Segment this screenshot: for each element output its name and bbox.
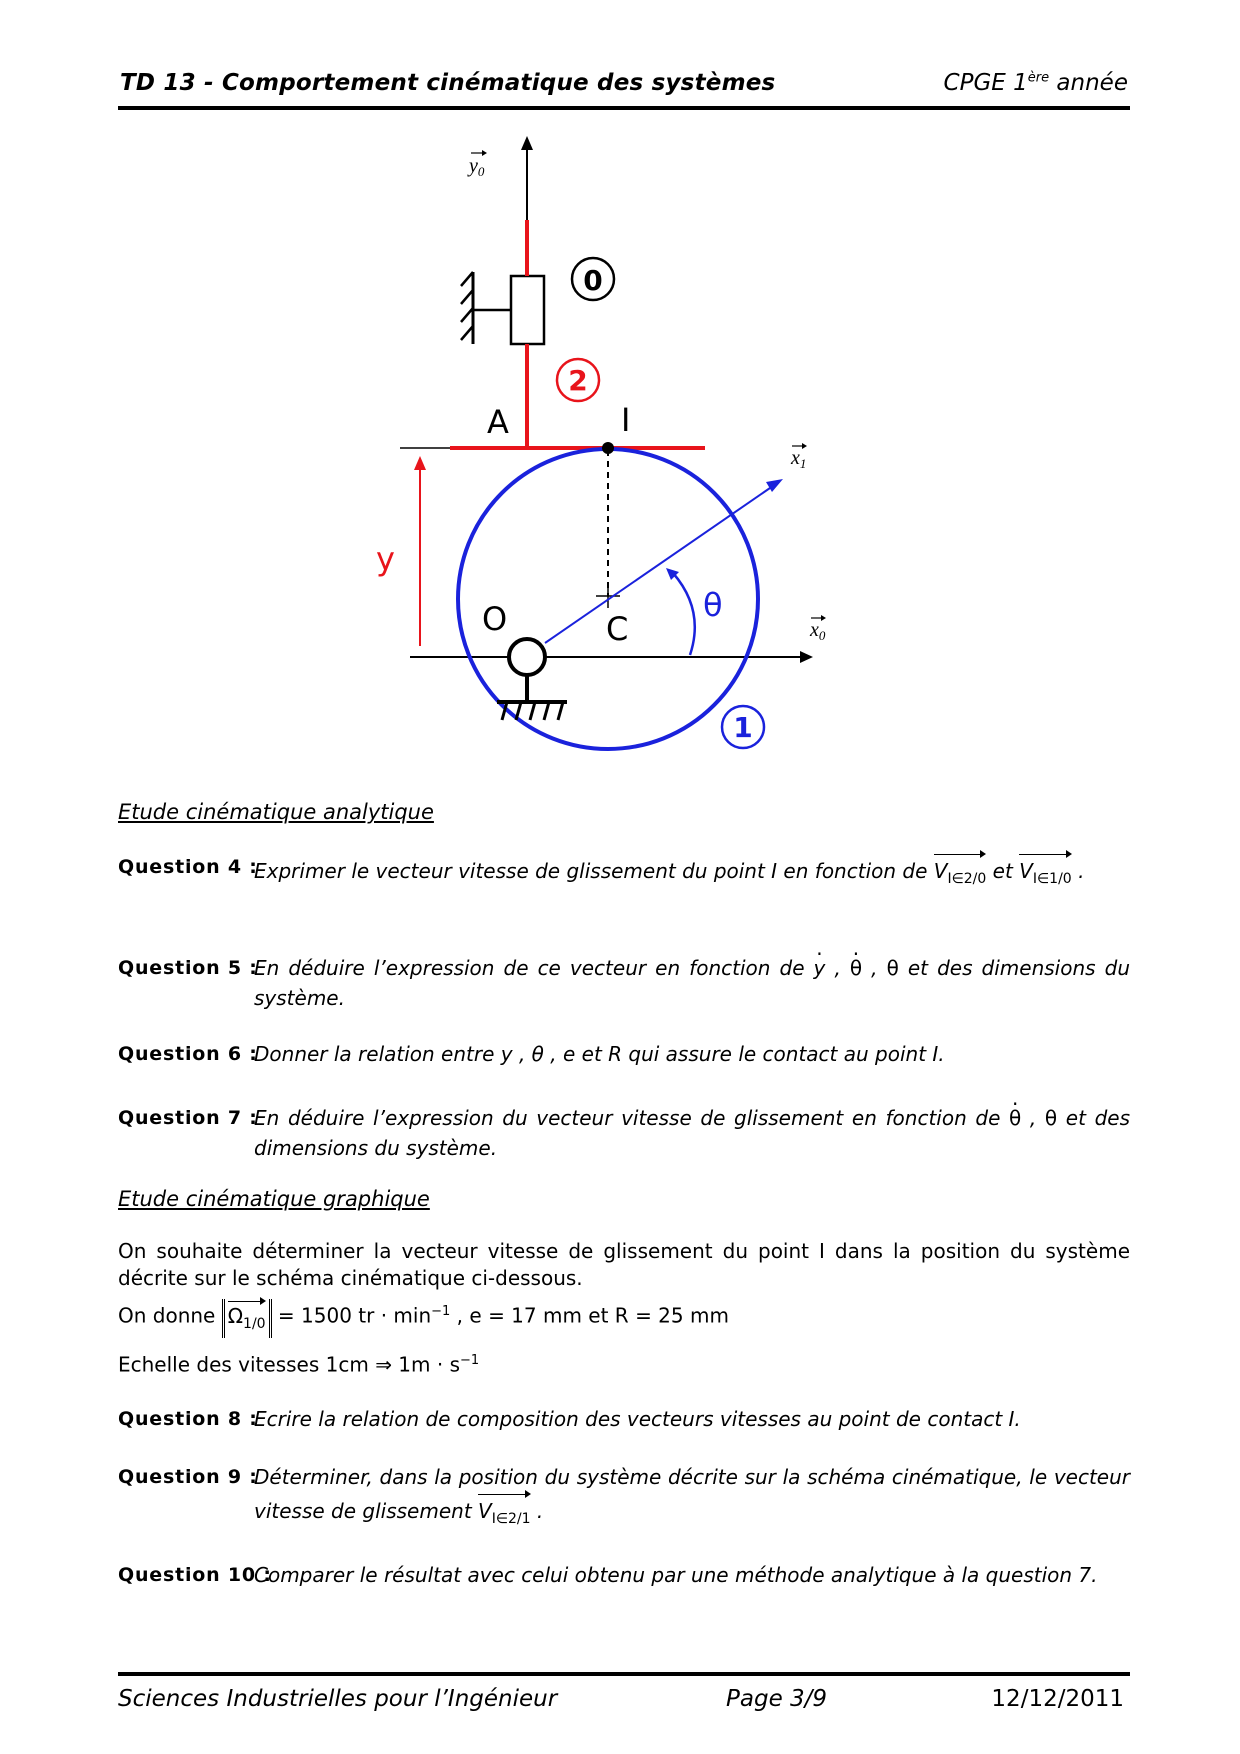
footer-page-number: Page 3/9 [726, 1686, 828, 1712]
question-9: Question 9 : Déterminer, dans la position du système décrite sur la schéma cinématique, le vecteur vitesse de glissement $V_{I\in 2/1}$ . [118, 1462, 1130, 1534]
kinematic-diagram [0, 120, 1240, 780]
vector-V-I-2-1: $V_{I\in 2/1}$ [478, 1492, 531, 1534]
axis-x0-label: $x_0$ [810, 619, 826, 643]
class-level: CPGE 1ère année [943, 70, 1128, 96]
question-8-label: Question 8 : [118, 1408, 258, 1430]
question-8 [118, 1404, 1130, 1434]
pivot-O [509, 639, 545, 675]
given-values: On donne $\Omega_{1/0} = 1500$ tr · $\min^{-1}$ , e = 17 mm et R = 25 mm [118, 1298, 1130, 1338]
question-5-label: Question 5 : [118, 957, 258, 979]
question-10 [118, 1560, 1130, 1590]
section-title-graphic: Etude cinématique graphique [118, 1187, 430, 1211]
question-8-text: Ecrire la relation de composition des vecteurs vitesses au point de contact I. [254, 1407, 1021, 1431]
question-4-text: Exprimer le vecteur vitesse de glissement du point I en fonction de [254, 859, 928, 883]
axis-y0-arrow [521, 136, 533, 150]
angle-theta-arc [673, 573, 695, 655]
section-title-analytic: Etude cinématique analytique [118, 800, 434, 824]
axis-y0-label: $y_0$ [469, 155, 485, 179]
part-label-0: 0 [583, 264, 603, 297]
point-O-label: O [482, 600, 508, 638]
question-7: Question 7 : En déduire l’expression du vecteur vitesse de glissement en fonction de · θ , θ et des dimensions du système. [118, 1103, 1130, 1163]
axis-x0-arrow [800, 651, 813, 663]
document-title: TD 13 - Comportement cinématique des systèmes [120, 70, 776, 96]
part-label-1: 1 [733, 711, 753, 744]
part-label-2: 2 [568, 364, 588, 397]
y-dot: · y [814, 953, 826, 983]
point-C-label: C [606, 610, 629, 648]
question-10-text: Comparer le résultat avec celui obtenu par une méthode analytique à la question 7. [254, 1563, 1098, 1587]
question-6 [118, 1039, 1130, 1069]
speed-scale: Echelle des vitesses 1cm ⇒ $1m \cdot s^{-1}$ [118, 1352, 480, 1377]
theta-dot: · θ [1009, 1103, 1021, 1133]
axis-x1-line [545, 488, 770, 643]
theta-dot: · θ [850, 953, 862, 983]
vector-V-I-2-0: $V_{I\in 2/0}$ [934, 852, 987, 894]
page-footer [118, 1672, 1130, 1716]
dimension-y-label: y [376, 540, 395, 578]
theta: θ [1044, 1106, 1058, 1130]
question-6-text: Donner la relation entre y , θ , e et R qui assure le contact au point I. [254, 1042, 945, 1066]
question-6-label: Question 6 : [118, 1043, 258, 1065]
theta: θ [886, 956, 899, 980]
question-7-label: Question 7 : [118, 1107, 258, 1129]
question-5: Question 5 : En déduire l’expression de ce vecteur en fonction de · y , · θ , θ et des dimensions du système. [118, 953, 1130, 1013]
omega-norm: $\Omega_{1/0}$ [222, 1299, 272, 1338]
footer-date: 12/12/2011 [991, 1686, 1124, 1712]
angle-theta-label: θ [703, 586, 723, 624]
contact-point-I [602, 442, 614, 454]
point-A-label: A [487, 403, 509, 441]
vector-V-I-1-0: $V_{I\in 1/0}$ [1019, 852, 1072, 894]
slider-block [511, 276, 544, 344]
page-header [118, 66, 1130, 110]
point-I-label: I [621, 401, 631, 439]
axis-x1-label: $x_1$ [791, 447, 807, 471]
question-4: Question 4 : Exprimer le vecteur vitesse de glissement du point I en fonction de $V_{I\in 2/0}$ et $V_{I\in 1/0}$ . [118, 852, 1130, 894]
footer-subject: Sciences Industrielles pour l’Ingénieur [118, 1686, 558, 1712]
graphic-intro: On souhaite déterminer la vecteur vitesse de glissement du point I dans la position du système décrite sur le schéma cinématique ci-dessous. [118, 1239, 1130, 1290]
question-10-label: Question 10 : [118, 1564, 272, 1586]
question-9-label: Question 9 : [118, 1466, 258, 1488]
question-4-label: Question 4 : [118, 856, 258, 878]
